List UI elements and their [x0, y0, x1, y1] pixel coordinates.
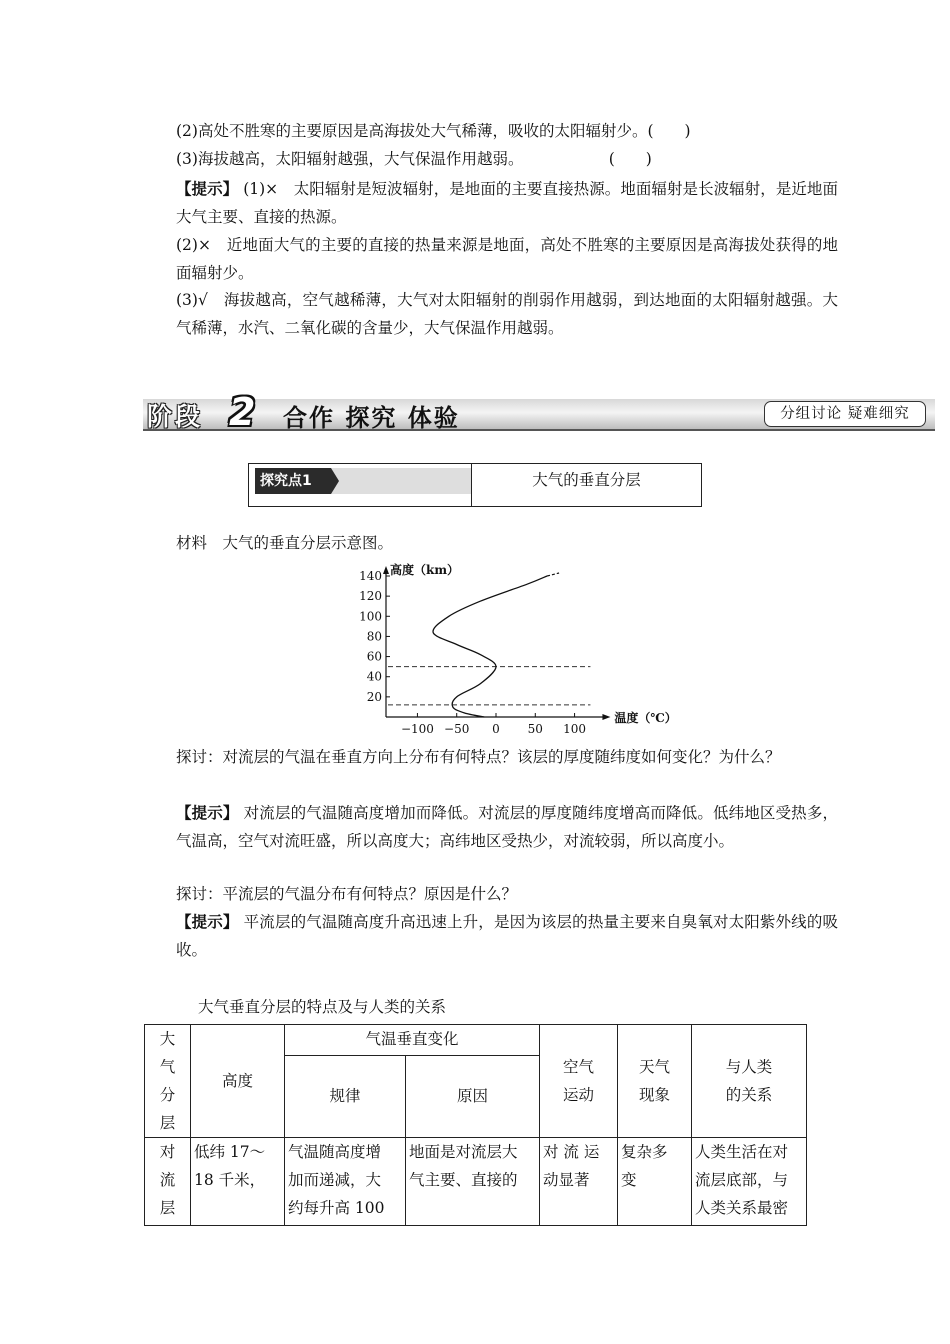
y-tick-label: 100	[359, 609, 382, 624]
question-1: 探讨：对流层的气温在垂直方向上分布有何特点？该层的厚度随纬度如何变化？为什么？	[176, 748, 781, 766]
y-tick-label: 80	[366, 629, 382, 644]
hint-2: (2)× 近地面大气的主要的直接的热量来源是地面，高处不胜寒的主要原因是高海拔处获得的地面辐射少。	[176, 236, 838, 282]
cell-human-relation: 人类生活在对 流层底部，与 人类关系最密	[692, 1138, 807, 1226]
cell-air-motion: 对 流 运 动显著	[540, 1138, 618, 1226]
header-layer: 大 气 分 层	[145, 1025, 191, 1138]
stage-label: 阶段	[147, 402, 204, 431]
layers-table	[144, 1024, 807, 1226]
stage-banner	[143, 390, 935, 435]
cell-rule: 气温随高度增 加而递减，大 约每升高 100	[285, 1138, 406, 1226]
y-tick-label: 40	[366, 669, 382, 684]
atmosphere-layer-chart	[330, 560, 677, 742]
explore-tag-label: 探究点1	[255, 468, 331, 494]
cell-weather: 复杂多 变	[618, 1138, 692, 1226]
answer-2	[145, 908, 838, 964]
question-2: 探讨：平流层的气温分布有何特点？原因是什么？	[176, 885, 518, 903]
y-tick-label: 20	[366, 689, 382, 704]
y-tick-label: 140	[359, 569, 382, 583]
y-tick-label: 120	[359, 589, 382, 604]
x-tick-label: −50	[444, 722, 470, 736]
stage-number: 2	[229, 390, 256, 434]
explore-title: 大气的垂直分层	[532, 471, 641, 489]
y-axis-arrow-icon	[383, 566, 389, 574]
y-tick-label: 60	[366, 649, 382, 664]
header-air-motion: 空气 运动	[540, 1025, 618, 1138]
x-tick-label: 100	[563, 722, 587, 736]
table-caption: 大气垂直分层的特点及与人类的关系	[198, 998, 447, 1016]
table-row	[145, 1138, 807, 1226]
x-axis-arrow-icon	[602, 714, 610, 720]
explore-point-box	[248, 463, 702, 507]
hint-1	[145, 175, 838, 231]
hint-label: 【提示】	[176, 912, 239, 931]
cell-reason: 地面是对流层大 气主要、直接的	[406, 1138, 540, 1226]
hint-1-text: (1)× 太阳辐射是短波辐射，是地面的主要直接热源。地面辐射是长波辐射，是近地面大气主要、直接的热源。	[176, 180, 838, 226]
x-tick-label: −100	[400, 722, 434, 736]
judge-item-2: (2)高处不胜寒的主要原因是高海拔处大气稀薄，吸收的太阳辐射少。( )	[176, 122, 691, 140]
header-human-relation: 与人类 的关系	[692, 1025, 807, 1138]
hint-label: 【提示】	[176, 179, 239, 198]
temperature-curve	[433, 576, 547, 717]
answer-1-text: 对流层的气温随高度增加而降低。对流层的厚度随纬度增高而降低。低纬地区受热多，气温高，空气对流旺盛，所以高度大；高纬地区受热少，对流较弱，所以高度小。	[176, 804, 838, 850]
x-tick-label: 0	[492, 722, 500, 736]
x-tick-label: 50	[527, 722, 543, 736]
stage-subtitle: 分组讨论 疑难细究	[764, 401, 926, 427]
judge-item-3: (3)海拔越高，太阳辐射越强，大气保温作用越弱。 ( )	[176, 150, 652, 168]
explore-tag	[255, 468, 472, 494]
material-caption: 材料 大气的垂直分层示意图。	[176, 534, 394, 552]
header-weather: 天气 现象	[618, 1025, 692, 1138]
hint-label: 【提示】	[176, 803, 239, 822]
cell-layer: 对 流 层	[145, 1138, 191, 1226]
hint-3: (3)√ 海拔越高，空气越稀薄，大气对太阳辐射的削弱作用越弱，到达地面的太阳辐射越强。大气稀薄，水汽、二氧化碳的含量少，大气保温作用越弱。	[176, 291, 838, 337]
answer-1	[145, 799, 838, 855]
stage-title: 合作 探究 体验	[283, 403, 460, 432]
header-temp-change: 气温垂直变化	[285, 1025, 540, 1056]
x-axis-label: 温度（℃）	[614, 711, 677, 725]
header-rule: 规律	[285, 1055, 406, 1137]
temperature-curve-tail	[547, 573, 559, 576]
explore-tag-arrow-icon	[331, 468, 339, 494]
header-reason: 原因	[406, 1055, 540, 1137]
header-height: 高度	[191, 1025, 285, 1138]
cell-height: 低纬 17～ 18 千米，	[191, 1138, 285, 1226]
y-axis-label: 高度（km）	[390, 563, 460, 577]
answer-2-text: 平流层的气温随高度升高迅速上升，是因为该层的热量主要来自臭氧对太阳紫外线的吸收。	[176, 913, 838, 959]
